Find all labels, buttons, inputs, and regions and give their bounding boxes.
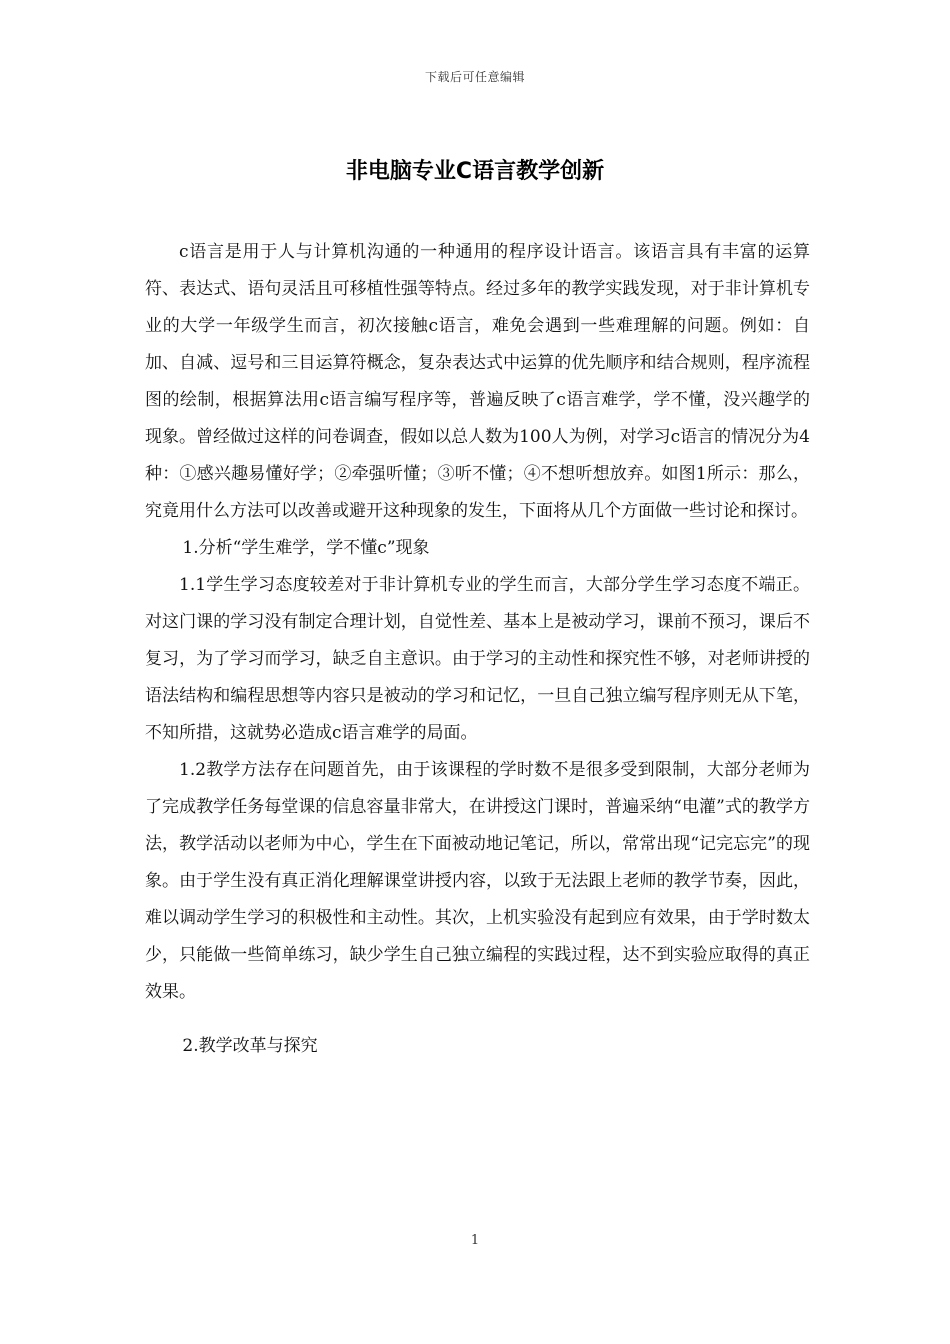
header-note: 下载后可任意编辑 xyxy=(424,70,525,84)
document-body xyxy=(145,234,810,1065)
paragraph-1-2: 1.2教学方法存在问题首先，由于该课程的学时数不是很多受到限制，大部分老师为了完成教学任务每堂课的信息容量非常大，在讲授这门课时，普遍采纳“电灌”式的教学方法，教学活动以老师为中心，学生在下面被动地记笔记，所以，常常出现“记完忘完”的现象。由于学生没有真正消化理解课堂讲授内容，以致于无法跟上老师的教学节奏，因此，难以调动学生学习的积极性和主动性。其次，上机实验没有起到应有效果，由于学时数太少，只能做一些简单练习，缺少学生自己独立编程的实践过程，达不到实验应取得的真正效果。 xyxy=(145,760,810,1002)
intro-paragraph: c语言是用于人与计算机沟通的一种通用的程序设计语言。该语言具有丰富的运算符、表达式、语句灵活且可移植性强等特点。经过多年的教学实践发现，对于非计算机专业的大学一年级学生而言，初次接触c语言，难免会遇到一些难理解的问题。例如：自加、自减、逗号和三目运算符概念，复杂表达式中运算的优先顺序和结合规则，程序流程图的绘制，根据算法用c语言编写程序等，普遍反映了c语言难学，学不懂，没兴趣学的现象。曾经做过这样的问卷调查，假如以总人数为100人为例，对学习c语言的情况分为4种：①感兴趣易懂好学；②牵强听懂；③听不懂；④不想听想放弃。如图1所示：那么，究竟用什么方法可以改善或避开这种现象的发生，下面将从几个方面做一些讨论和探讨。 xyxy=(145,242,810,521)
section-heading-1: 1.分析“学生难学，学不懂c”现象 xyxy=(182,538,430,558)
section-heading-2: 2.教学改革与探究 xyxy=(182,1036,318,1056)
paragraph-1-1: 1.1学生学习态度较差对于非计算机专业的学生而言，大部分学生学习态度不端正。对这门课的学习没有制定合理计划，自觉性差、基本上是被动学习，课前不预习，课后不复习，为了学习而学习，缺乏自主意识。由于学习的主动性和探究性不够，对老师讲授的语法结构和编程思想等内容只是被动的学习和记忆，一旦自己独立编写程序则无从下笔，不知所措，这就势必造成c语言难学的局面。 xyxy=(145,575,810,743)
document-title: 非电脑专业C语言教学创新 xyxy=(345,159,605,184)
page-number: 1 xyxy=(470,1233,480,1248)
